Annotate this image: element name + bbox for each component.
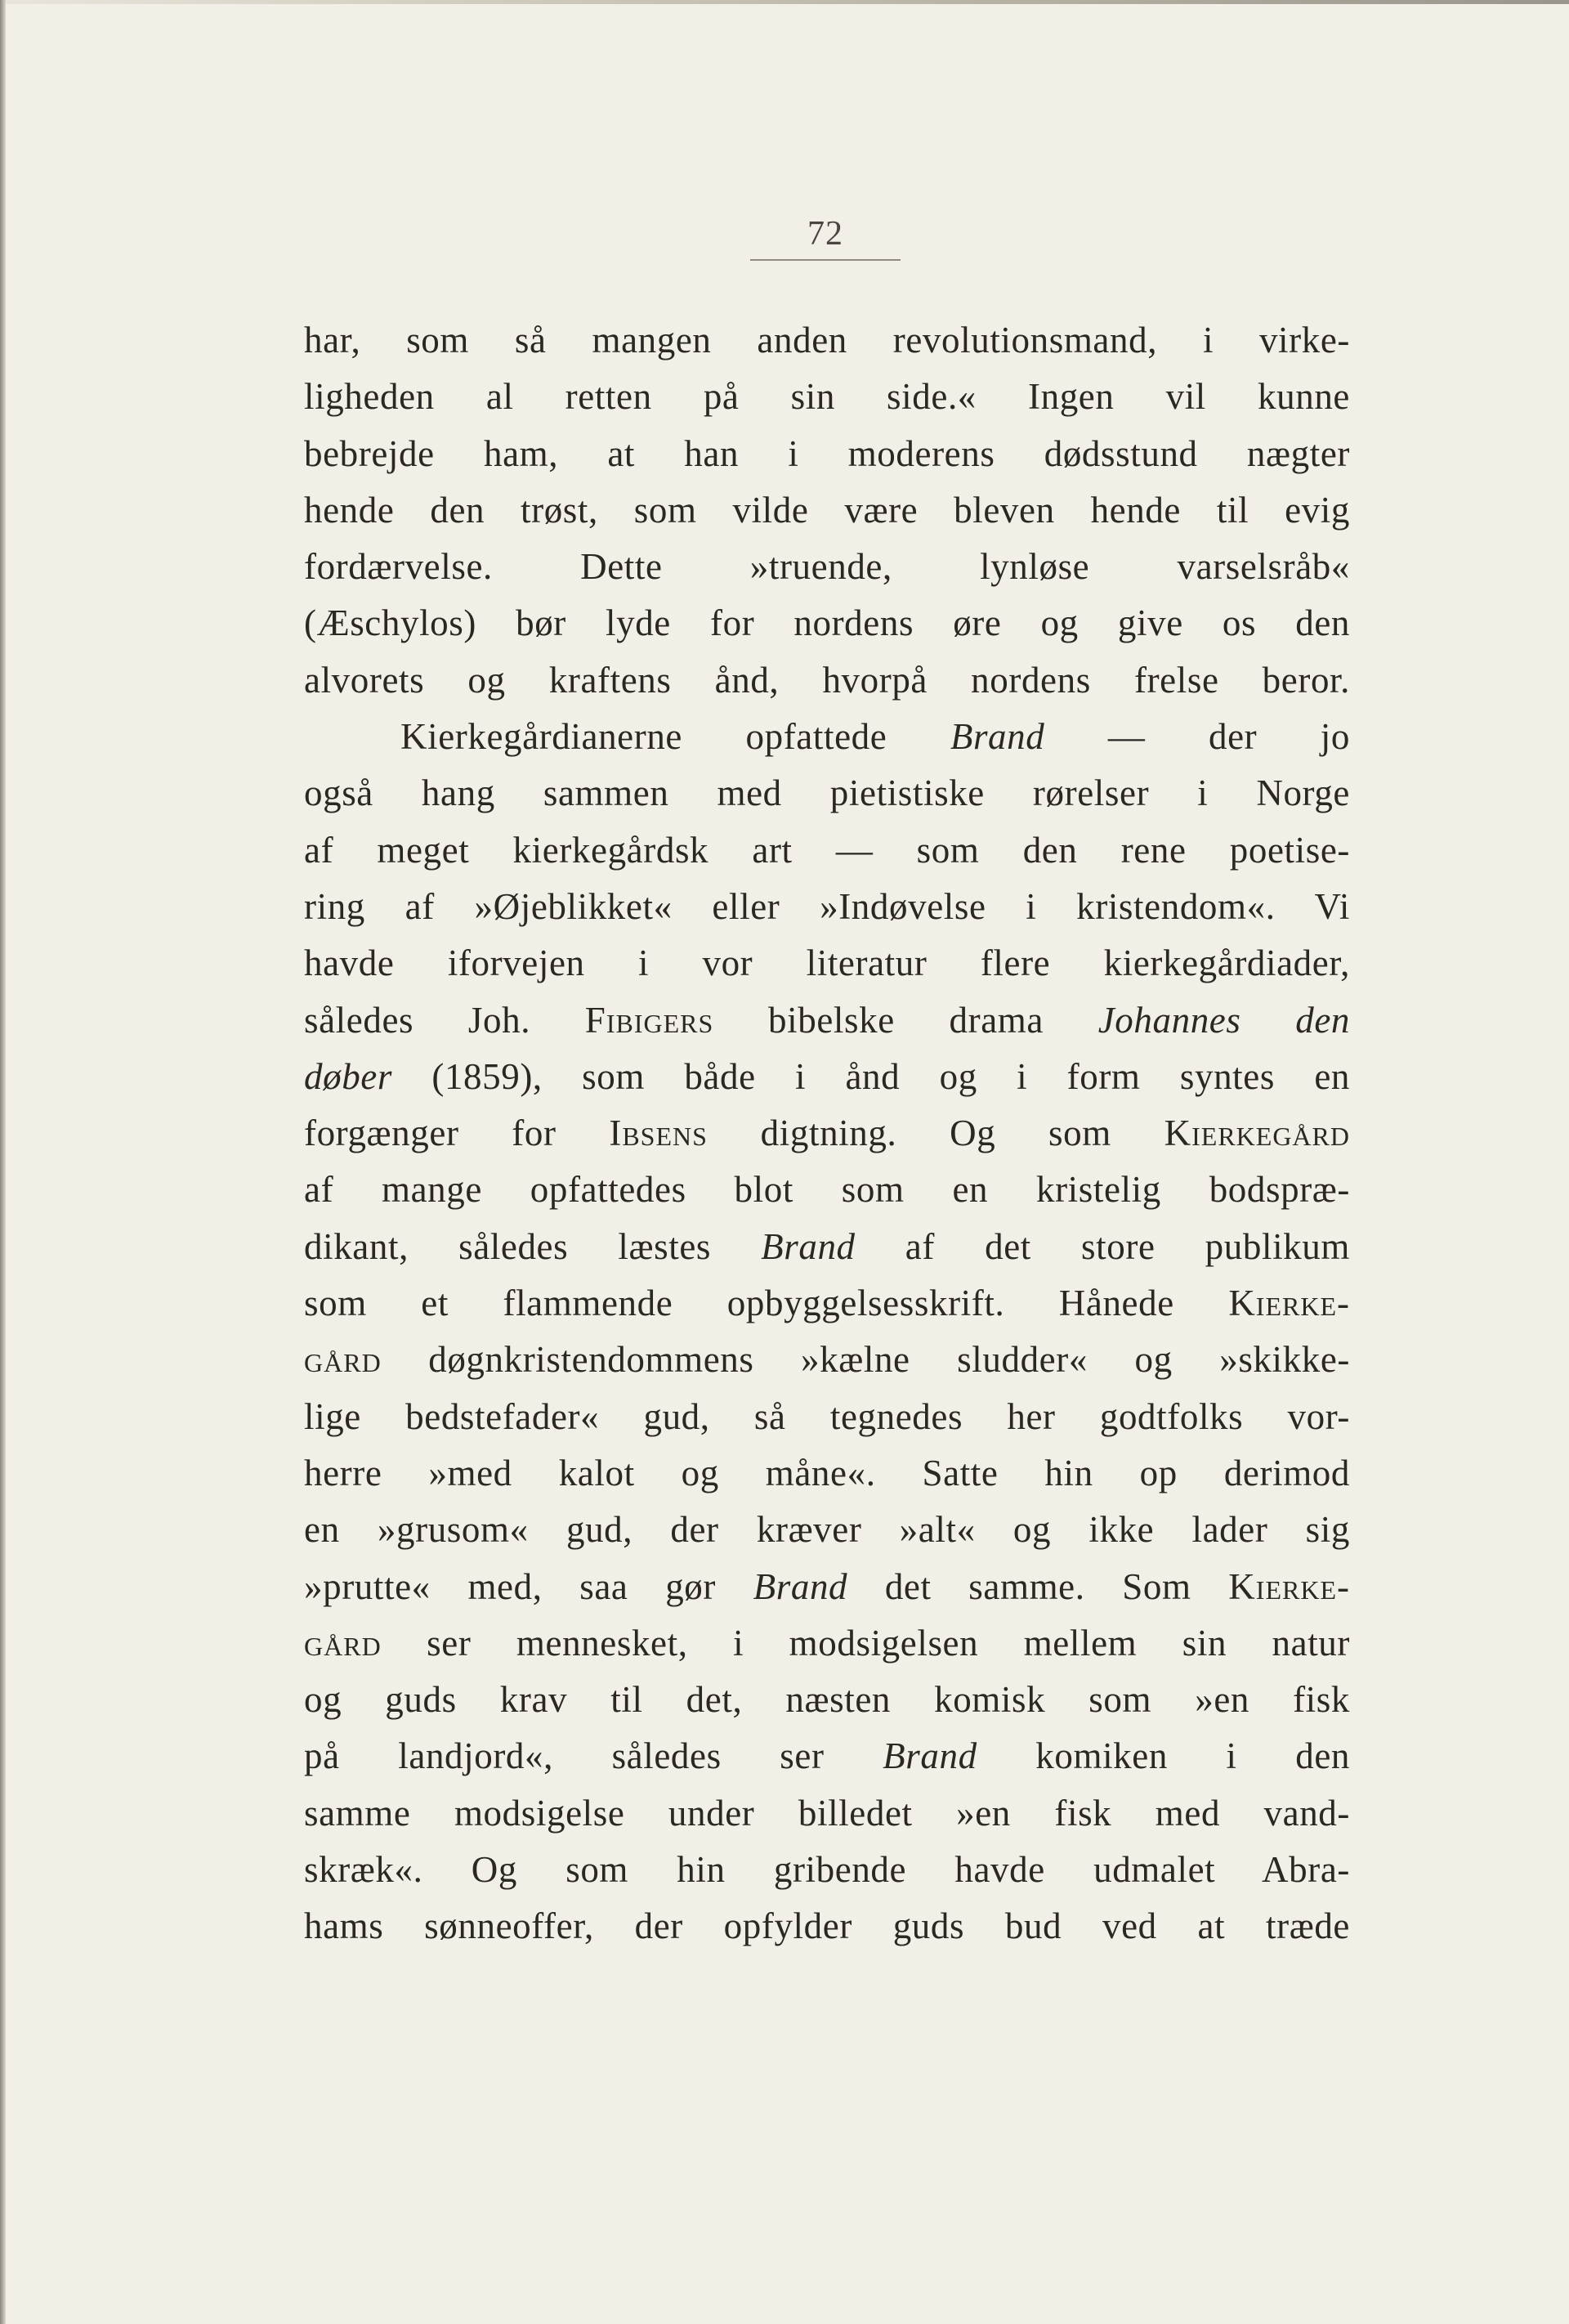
text-line [304, 312, 1350, 369]
text-segment: dikant, således læstes [304, 1225, 762, 1267]
text-line [304, 1842, 1350, 1898]
italic-title: døber [304, 1055, 392, 1097]
text-segment: således Joh. [304, 999, 585, 1041]
small-caps-name: Kierke- [1228, 1283, 1350, 1324]
italic-title: Brand [753, 1565, 848, 1607]
text-segment: fordærvelse. Dette »truende, lynløse varselsråb« [304, 546, 1350, 588]
text-segment: (Æschylos) bør lyde for nordens øre og give os den [304, 602, 1350, 644]
small-caps-name: Kierke- [1228, 1565, 1350, 1607]
text-segment: ring af »Øjeblikket« eller »Indøvelse i kristendom«. Vi [304, 885, 1350, 927]
text-line [304, 879, 1350, 935]
text-line [304, 1389, 1350, 1445]
text-line [304, 1445, 1350, 1502]
text-line [304, 935, 1350, 992]
italic-title: Brand [883, 1735, 977, 1777]
text-line [304, 1219, 1350, 1275]
text-segment: digtning. Og som [707, 1113, 1164, 1154]
small-caps-name: Ibsens [609, 1113, 708, 1154]
text-line [304, 1162, 1350, 1218]
text-line [304, 992, 1350, 1049]
italic-title: Johannes den [1097, 999, 1350, 1041]
page-top-edge [0, 0, 1569, 4]
text-segment: på landjord«, således ser [304, 1735, 883, 1777]
text-segment: ligheden al retten på sin side.« Ingen vil kunne [304, 376, 1350, 418]
text-line [304, 1502, 1350, 1558]
text-segment: det samme. Som [847, 1565, 1229, 1607]
text-segment: hams sønneoffer, der opfylder guds bud ved at træde [304, 1905, 1350, 1947]
text-line [304, 482, 1350, 539]
text-segment: (1859), som både i ånd og i form syntes en [392, 1055, 1350, 1097]
text-line [304, 539, 1350, 595]
text-segment: — der jo [1044, 716, 1350, 758]
text-line [304, 1049, 1350, 1105]
text-line [304, 1332, 1350, 1388]
italic-title: Brand [761, 1225, 856, 1267]
text-line [304, 1105, 1350, 1162]
text-segment: ser mennesket, i modsigelsen mellem sin natur [381, 1622, 1350, 1664]
text-segment: forgænger for [304, 1113, 610, 1154]
text-segment: døgnkristendommens »kælne sludder« og »skikke- [381, 1339, 1350, 1381]
text-line [304, 1728, 1350, 1784]
text-segment: også hang sammen med pietistiske rørelser i Norge [304, 772, 1350, 814]
page-left-edge [0, 0, 6, 2324]
italic-title: Brand [950, 716, 1045, 758]
text-line [304, 709, 1350, 765]
text-segment: bebrejde ham, at han i moderens dødsstund nægter [304, 432, 1350, 474]
text-line [304, 822, 1350, 879]
text-line [304, 1785, 1350, 1842]
text-line [304, 426, 1350, 482]
text-segment: af mange opfattedes blot som en kristelig bodspræ- [304, 1169, 1350, 1211]
text-segment: havde iforvejen i vor literatur flere kierkegårdiader, [304, 943, 1350, 984]
text-line [304, 1559, 1350, 1615]
text-segment: og guds krav til det, næsten komisk som »en fisk [304, 1679, 1350, 1721]
text-segment: hende den trøst, som vilde være bleven hende til evig [304, 489, 1350, 531]
text-line [304, 1672, 1350, 1728]
text-segment: alvorets og kraftens ånd, hvorpå nordens frelse beror. [304, 659, 1350, 701]
body-text [304, 312, 1350, 1955]
text-line [304, 1898, 1350, 1955]
page-number: 72 [807, 215, 843, 253]
small-caps-name: gård [304, 1622, 382, 1664]
text-line [304, 595, 1350, 652]
text-segment: en »grusom« gud, der kræver »alt« og ikke lader sig [304, 1509, 1350, 1551]
text-line [304, 1615, 1350, 1672]
text-segment: samme modsigelse under billedet »en fisk med vand- [304, 1792, 1350, 1834]
text-segment: som et flammende opbyggelsesskrift. Hånede [304, 1283, 1229, 1324]
page-number-rule [750, 259, 901, 261]
text-segment: har, som så mangen anden revolutionsmand, i virke- [304, 320, 1350, 360]
text-segment: herre »med kalot og måne«. Satte hin op derimod [304, 1452, 1350, 1493]
text-segment: bibelske drama [713, 999, 1098, 1041]
text-segment: skræk«. Og som hin gribende havde udmalet Abra- [304, 1849, 1350, 1891]
small-caps-name: Fibigers [584, 999, 714, 1041]
text-segment: Kierkegårdianerne opfattede [400, 716, 950, 758]
text-segment: af meget kierkegårdsk art — som den rene poetise- [304, 829, 1350, 871]
text-line [304, 652, 1350, 709]
small-caps-name: Kierkegård [1164, 1113, 1350, 1154]
text-line [304, 765, 1350, 822]
text-segment: lige bedstefader« gud, så tegnedes her godtfolks vor- [304, 1395, 1350, 1437]
text-segment: af det store publikum [855, 1225, 1350, 1267]
text-line [304, 1275, 1350, 1332]
text-segment: komiken i den [977, 1735, 1350, 1777]
text-line [304, 369, 1350, 425]
text-segment: »prutte« med, saa gør [304, 1565, 753, 1607]
small-caps-name: gård [304, 1339, 382, 1381]
